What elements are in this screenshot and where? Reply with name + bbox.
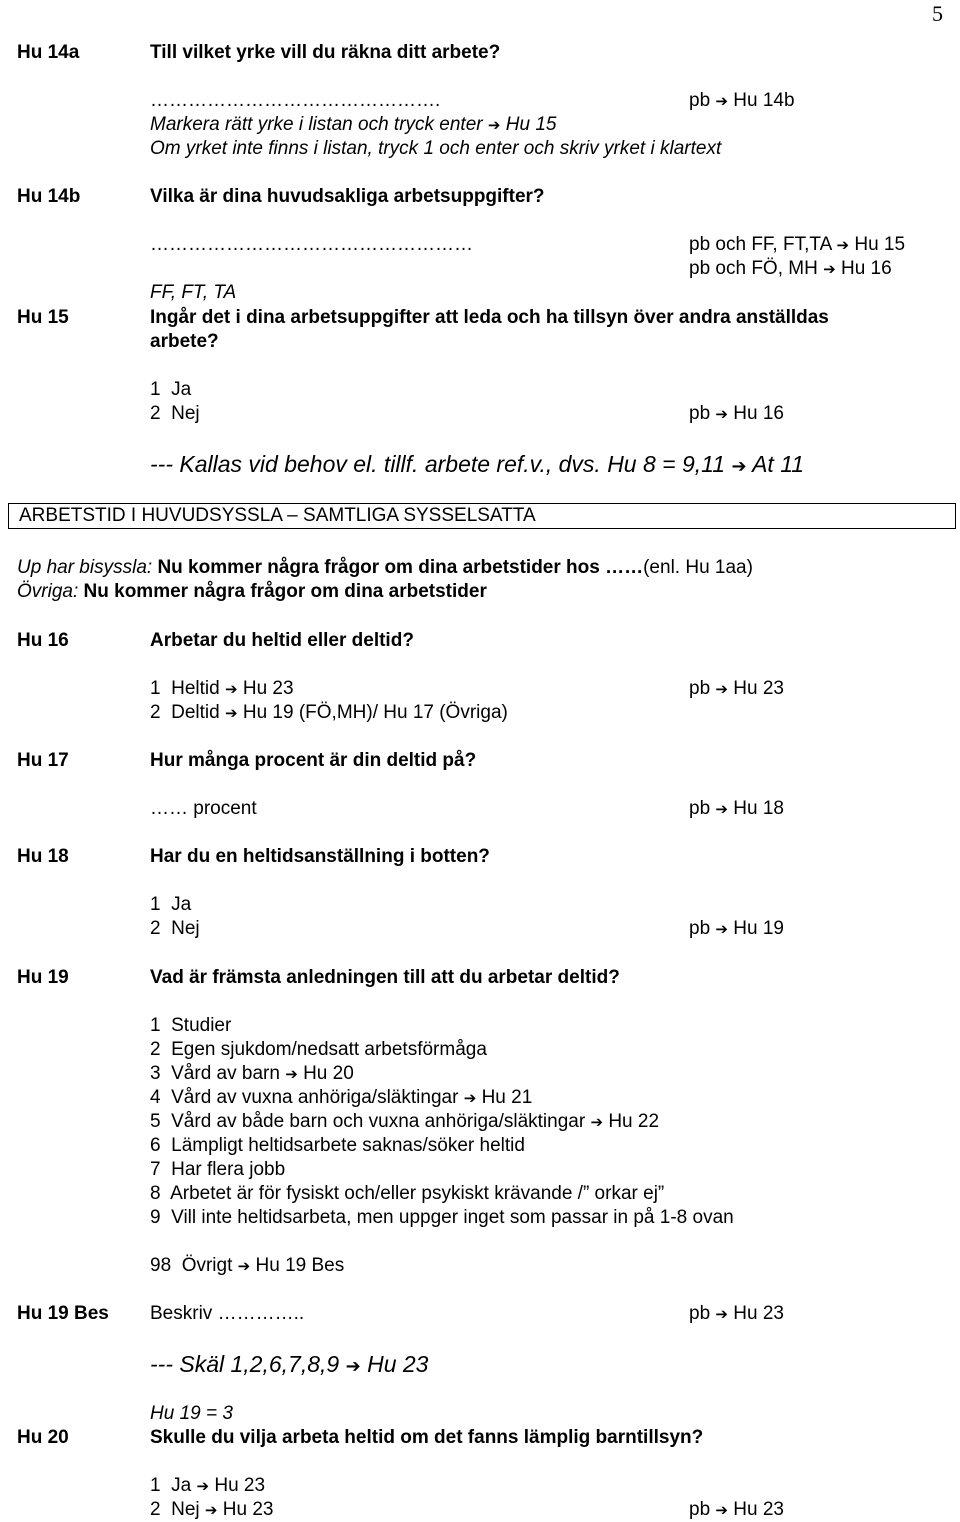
option-target: Hu 22 <box>608 1111 660 1132</box>
option-target: Hu 19 (FÖ,MH)/ Hu 17 (Övriga) <box>242 702 508 723</box>
option-hu19-8: 8 Arbetet är för fysiskt och/eller psykiskt krävande /” orkar ej” <box>150 1183 665 1204</box>
note-target: At 11 <box>752 451 805 477</box>
option-target: Hu 23 <box>242 678 294 699</box>
arrow-right-icon: ➔ <box>731 456 747 477</box>
option-hu20-2 <box>150 1498 273 1522</box>
page-number: 5 <box>932 1 943 26</box>
option-hu19-98 <box>150 1254 344 1278</box>
option-hu18-2: 2 Nej <box>150 918 200 939</box>
option-target: Hu 23 <box>214 1475 266 1496</box>
option-hu19-3 <box>150 1062 354 1086</box>
intro-prefix: Övriga: <box>17 581 84 602</box>
routing-target: Hu 19 <box>733 918 784 939</box>
option-text: 1 Ja <box>150 1475 192 1496</box>
routing-hu18 <box>689 917 784 941</box>
routing-hu19bes <box>689 1302 784 1326</box>
note-target: Hu 23 <box>367 1351 429 1377</box>
instruction-target: Hu 15 <box>505 114 557 135</box>
question-text-hu20: Skulle du vilja arbeta heltid om det fanns lämplig barntillsyn? <box>150 1427 704 1448</box>
intro-bold: Nu kommer några frågor om dina arbetstider <box>83 581 487 602</box>
arrow-right-icon: ➔ <box>590 1113 604 1131</box>
option-text: 1 Heltid <box>150 678 220 699</box>
arrow-right-icon: ➔ <box>196 1477 210 1495</box>
option-hu16-2 <box>150 701 508 725</box>
arrow-right-icon: ➔ <box>345 1356 361 1377</box>
question-text-hu19bes: Beskriv ………….. <box>150 1303 305 1324</box>
routing-hu14b-2 <box>689 257 892 281</box>
arrow-right-icon: ➔ <box>237 1257 251 1275</box>
option-text: 98 Övrigt <box>150 1255 233 1276</box>
question-text-hu19: Vad är främsta anledningen till att du arbetar deltid? <box>150 967 620 988</box>
option-target: Hu 21 <box>481 1087 533 1108</box>
question-id-hu14b: Hu 14b <box>17 186 81 207</box>
routing-target: Hu 14b <box>733 90 795 111</box>
option-hu19-5 <box>150 1110 659 1134</box>
option-hu19-7: 7 Har flera jobb <box>150 1159 286 1180</box>
section-header-text: ARBETSTID I HUVUDSYSSLA – SAMTLIGA SYSSELSATTA <box>19 505 536 526</box>
arrow-right-icon: ➔ <box>715 92 728 110</box>
routing-hu17 <box>689 797 784 821</box>
question-text-hu14b: Vilka är dina huvudsakliga arbetsuppgifter? <box>150 186 545 207</box>
instruction-hu14a-1 <box>150 113 556 137</box>
arrow-right-icon: ➔ <box>224 680 238 698</box>
intro-line-1 <box>17 556 753 580</box>
routing-target: Hu 15 <box>854 234 906 255</box>
answer-hu17: …… procent <box>150 798 257 819</box>
intro-line-2 <box>17 580 487 604</box>
answer-dots-hu14b: …………………………………………… <box>150 234 473 255</box>
routing-target: Hu 16 <box>733 403 784 424</box>
option-hu15-1: 1 Ja <box>150 379 192 400</box>
pb-label: pb <box>689 678 711 699</box>
option-target: Hu 19 Bes <box>255 1255 345 1276</box>
arrow-right-icon: ➔ <box>285 1065 298 1083</box>
question-id-hu19: Hu 19 <box>17 967 69 988</box>
option-hu16-1 <box>150 677 294 701</box>
arrow-right-icon: ➔ <box>715 800 728 818</box>
intro-suffix: (enl. Hu 1aa) <box>643 557 753 578</box>
question-id-hu19bes: Hu 19 Bes <box>17 1303 109 1324</box>
question-text-hu15-line1: Ingår det i dina arbetsuppgifter att leda och ha tillsyn över andra anställdas <box>150 307 829 328</box>
pb-label: pb <box>689 1303 711 1324</box>
filter-label-hu15: FF, FT, TA <box>150 282 237 303</box>
question-text-hu17: Hur många procent är din deltid på? <box>150 750 477 771</box>
routing-hu16 <box>689 677 784 701</box>
arrow-right-icon: ➔ <box>836 236 850 254</box>
option-text: 2 Deltid <box>150 702 220 723</box>
option-target: Hu 20 <box>303 1063 354 1084</box>
question-id-hu14a: Hu 14a <box>17 42 80 63</box>
pb-label: pb <box>689 90 711 111</box>
routing-condition: pb och FÖ, MH <box>689 258 818 279</box>
intro-prefix: Up har bisyssla: <box>17 557 158 578</box>
arrow-right-icon: ➔ <box>715 680 728 698</box>
arrow-right-icon: ➔ <box>487 116 501 134</box>
routing-condition: pb och FF, FT,TA <box>689 234 832 255</box>
arrow-right-icon: ➔ <box>715 405 728 423</box>
question-id-hu20: Hu 20 <box>17 1427 69 1448</box>
option-hu19-4 <box>150 1086 532 1110</box>
option-text: 5 Vård av både barn och vuxna anhöriga/släktingar <box>150 1111 586 1132</box>
pb-label: pb <box>689 798 711 819</box>
routing-hu14b-1 <box>689 233 905 257</box>
option-text: 3 Vård av barn <box>150 1063 280 1084</box>
question-text-hu18: Har du en heltidsanställning i botten? <box>150 846 490 867</box>
routing-target: Hu 18 <box>733 798 784 819</box>
option-hu19-2: 2 Egen sjukdom/nedsatt arbetsförmåga <box>150 1039 487 1060</box>
option-text: 2 Nej <box>150 1499 200 1520</box>
arrow-right-icon: ➔ <box>224 704 238 722</box>
arrow-right-icon: ➔ <box>463 1089 477 1107</box>
filter-label-hu20: Hu 19 = 3 <box>150 1403 233 1424</box>
question-id-hu15: Hu 15 <box>17 307 69 328</box>
pb-label: pb <box>689 918 711 939</box>
question-text-hu16: Arbetar du heltid eller deltid? <box>150 630 414 651</box>
option-hu19-6: 6 Lämpligt heltidsarbete saknas/söker heltid <box>150 1135 525 1156</box>
skip-note-hu19bes <box>150 1350 428 1381</box>
routing-target: Hu 23 <box>733 678 784 699</box>
note-text: --- Skäl 1,2,6,7,8,9 <box>150 1351 340 1377</box>
option-hu19-1: 1 Studier <box>150 1015 232 1036</box>
option-hu18-1: 1 Ja <box>150 894 192 915</box>
routing-target: Hu 23 <box>733 1499 784 1520</box>
arrow-right-icon: ➔ <box>204 1501 218 1519</box>
option-hu20-1 <box>150 1474 265 1498</box>
note-hu15 <box>150 450 804 481</box>
arrow-right-icon: ➔ <box>715 920 728 938</box>
routing-hu14a <box>689 89 795 113</box>
option-target: Hu 23 <box>222 1499 274 1520</box>
instruction-hu14a-2: Om yrket inte finns i listan, tryck 1 och enter och skriv yrket i klartext <box>150 138 722 159</box>
question-id-hu16: Hu 16 <box>17 630 69 651</box>
routing-hu20 <box>689 1498 784 1522</box>
arrow-right-icon: ➔ <box>715 1501 728 1519</box>
note-text: --- Kallas vid behov el. tillf. arbete ref.v., dvs. Hu 8 = 9,11 <box>150 451 726 477</box>
intro-bold: Nu kommer några frågor om dina arbetstider hos …… <box>157 557 644 578</box>
option-hu15-2: 2 Nej <box>150 403 200 424</box>
option-hu19-9: 9 Vill inte heltidsarbeta, men uppger inget som passar in på 1-8 ovan <box>150 1207 734 1228</box>
routing-target: Hu 23 <box>733 1303 784 1324</box>
arrow-right-icon: ➔ <box>823 260 836 278</box>
question-id-hu17: Hu 17 <box>17 750 69 771</box>
pb-label: pb <box>689 1499 711 1520</box>
option-text: 4 Vård av vuxna anhöriga/släktingar <box>150 1087 459 1108</box>
question-text-hu14a: Till vilket yrke vill du räkna ditt arbete? <box>150 42 501 63</box>
routing-hu15 <box>689 402 784 426</box>
answer-dots-hu14a: ………………………………………. <box>150 90 441 111</box>
routing-target: Hu 16 <box>840 258 892 279</box>
pb-label: pb <box>689 403 711 424</box>
section-header-box <box>8 503 956 529</box>
instruction-text: Markera rätt yrke i listan och tryck enter <box>150 114 483 135</box>
question-text-hu15-line2: arbete? <box>150 331 219 352</box>
question-id-hu18: Hu 18 <box>17 846 69 867</box>
arrow-right-icon: ➔ <box>715 1305 728 1323</box>
